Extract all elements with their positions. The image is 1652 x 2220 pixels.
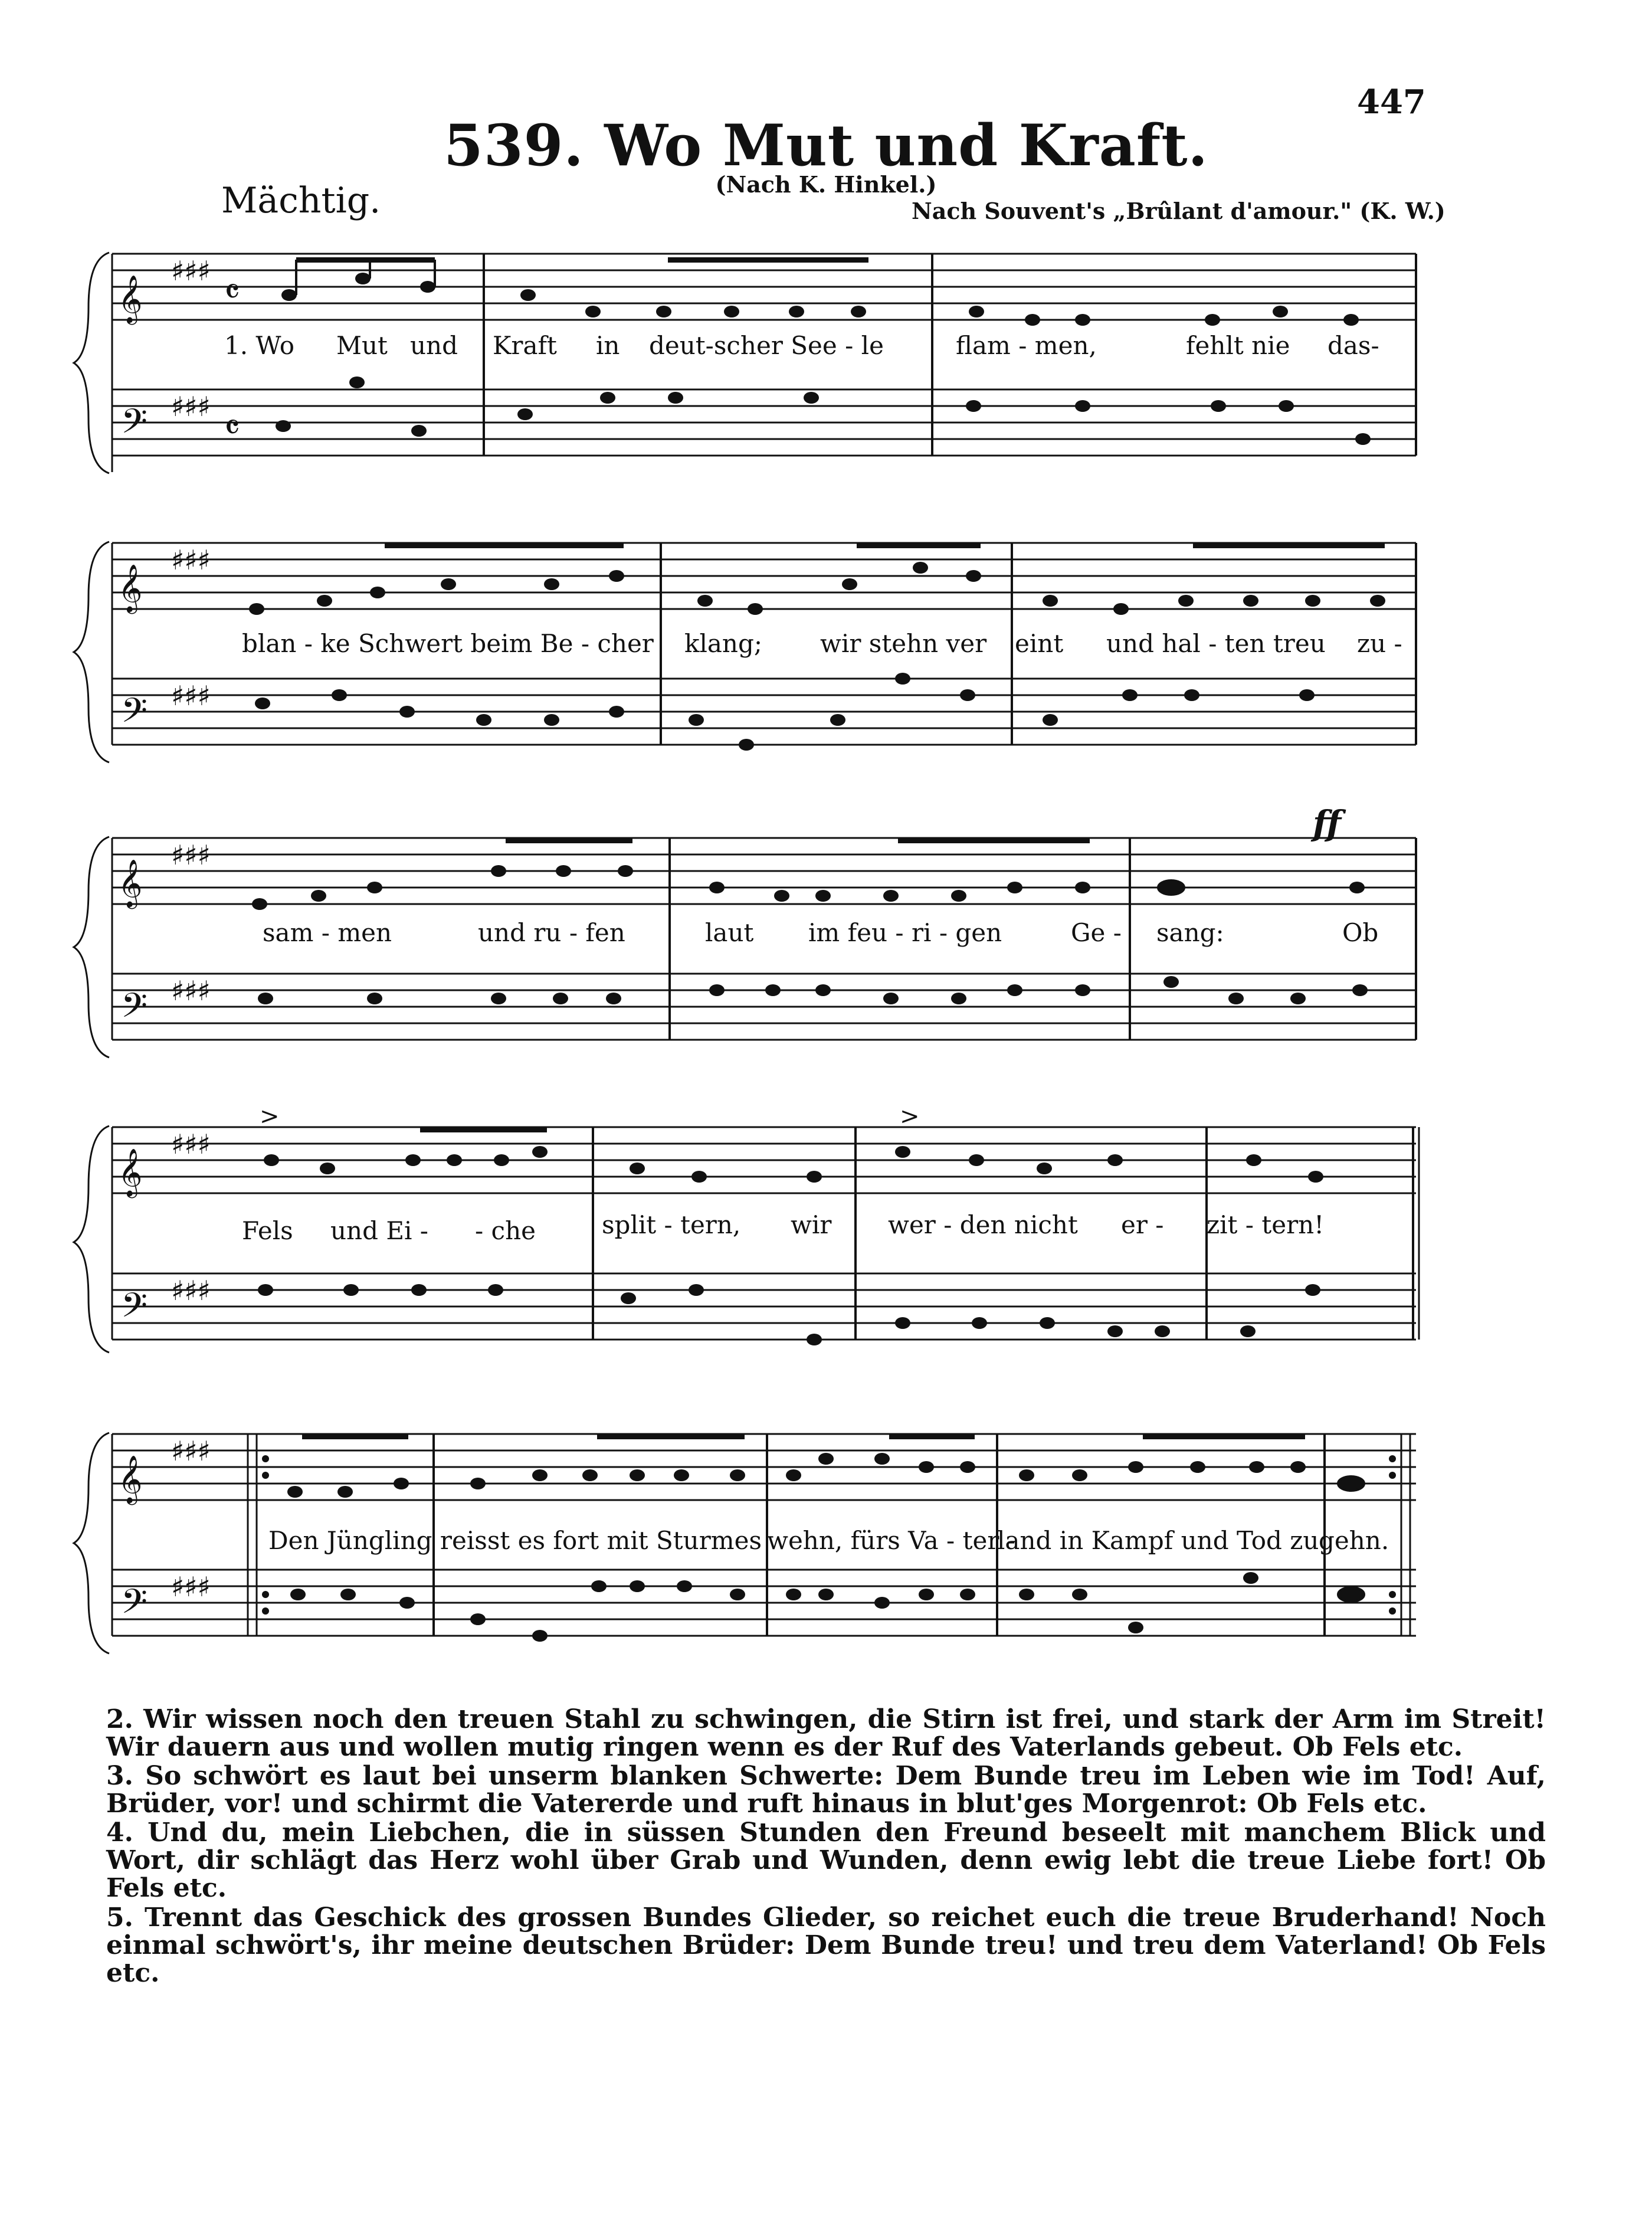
key-signature-icon: ♯♯♯ (171, 255, 211, 287)
treble-clef-icon: 𝄞 (118, 564, 143, 612)
treble-staff (112, 1434, 1416, 1500)
lyric-line-5-phrase-3: land in Kampf und Tod zu (997, 1526, 1319, 1555)
lyric-line-4-word-1: Fels (242, 1216, 293, 1245)
lyric-line-2-word-2: klang; (684, 629, 763, 658)
key-signature-bass-icon: ♯♯♯ (171, 1571, 211, 1603)
lyric-line-4-word-8: zit - tern! (1207, 1210, 1325, 1239)
lyric-line-1-word-6: deut-scher See - le (649, 331, 884, 360)
lyric-line-3-word-6: sang: (1156, 918, 1224, 947)
key-signature-icon: ♯♯♯ (171, 1435, 211, 1467)
common-time-bass-icon: 𝄴 (224, 407, 240, 448)
lyric-line-5-phrase-4: gehn. (1319, 1526, 1389, 1555)
lyric-line-3-word-3: laut (705, 918, 754, 947)
bass-clef-icon: 𝄢 (121, 985, 148, 1034)
additional-verses (106, 1705, 1546, 1988)
lyric-line-1-word-9: das- (1328, 331, 1379, 360)
lyric-line-1-word-3: und (410, 331, 458, 360)
music-system-2 (0, 525, 1652, 785)
lyric-line-1-word-8: fehlt nie (1186, 331, 1290, 360)
page-number: 447 (1357, 83, 1426, 122)
lyric-line-4-word-3: - che (475, 1216, 536, 1245)
bass-staff (112, 1570, 1416, 1636)
verse-2: 2. Wir wissen noch den treuen Stahl zu schwingen, die Stirn ist frei, und stark der Arm im Streit! Wir dauern aus und wollen mutig ringen wenn es der Ruf des Vaterlands gebeut. Ob Fels etc. (106, 1704, 1546, 1763)
bass-clef-icon: 𝄢 (121, 690, 148, 739)
bass-staff (112, 1273, 1416, 1340)
treble-clef-icon: 𝄞 (118, 1455, 143, 1503)
lyric-line-3-word-4: im feu - ri - gen (808, 918, 1002, 947)
lyric-line-5-phrase-1: Den Jüngling reisst es fort mit Sturmes (268, 1526, 762, 1555)
treble-staff (112, 254, 1416, 320)
key-signature-bass-icon: ♯♯♯ (171, 975, 211, 1007)
music-system-5 (0, 1416, 1652, 1676)
bass-staff (112, 679, 1416, 745)
treble-staff (112, 1127, 1416, 1193)
lyric-line-2-word-6: zu - (1357, 629, 1402, 658)
music-system-3 (0, 803, 1652, 1080)
bass-staff (112, 389, 1416, 456)
key-signature-icon: ♯♯♯ (171, 839, 211, 871)
lyric-line-3-word-7: Ob (1342, 918, 1379, 947)
lyric-line-3-word-1: sam - men (263, 918, 392, 947)
lyric-line-4-word-5: wir (791, 1210, 832, 1239)
key-signature-bass-icon: ♯♯♯ (171, 391, 211, 423)
verse-4: 4. Und du, mein Liebchen, die in süssen Stunden den Freund beseelt mit manchem Blick und Wort, dir schlägt das Herz wohl über Grab und Wunden, denn ewig lebt die treue Liebe fort! Ob Fels etc. (106, 1818, 1546, 1904)
dynamic-marking: ff (1313, 803, 1341, 843)
lyric-line-4-word-2: und Ei - (330, 1216, 428, 1245)
key-signature-icon: ♯♯♯ (171, 544, 211, 576)
lyric-line-4-word-7: er - (1121, 1210, 1164, 1239)
bass-clef-icon: 𝄢 (121, 1581, 148, 1630)
treble-clef-icon: 𝄞 (118, 1148, 143, 1196)
lyric-line-2-word-5: und hal - ten treu (1106, 629, 1326, 658)
verse-3: 3. So schwört es laut bei unserm blanken Schwerte: Dem Bunde treu im Leben wie im Tod! Auf, Brüder, vor! und schirmt die Vatererde und ruft hinaus in blut'ges Morgenrot: Ob Fels etc. (106, 1761, 1546, 1819)
lyric-line-5-phrase-2: wehn, fürs Va - ter - (767, 1526, 1015, 1555)
accent-icon: > (260, 1103, 280, 1130)
lyric-line-2-word-1: blan - ke Schwert beim Be - cher (242, 629, 654, 658)
verse-5: 5. Trennt das Geschick des grossen Bundes Glieder, so reichet euch die treue Bruderhand! Noch einmal schwört's, ihr meine deutschen Brüder: Dem Bunde treu! und treu dem Vaterland! Ob Fels etc. (106, 1902, 1546, 1988)
bass-clef-icon: 𝄢 (121, 401, 148, 450)
lyric-line-1-word-4: Kraft (493, 331, 557, 360)
treble-staff (112, 543, 1416, 609)
lyric-line-1-word-2: Mut (336, 331, 388, 360)
key-signature-bass-icon: ♯♯♯ (171, 1275, 211, 1307)
treble-staff (112, 838, 1416, 904)
lyric-line-2-word-3: wir stehn ver (820, 629, 987, 658)
bass-staff (112, 974, 1416, 1040)
tempo-marking: Mächtig. (221, 180, 381, 221)
music-system-4 (0, 1103, 1652, 1393)
lyric-line-4-word-6: wer - den nicht (888, 1210, 1078, 1239)
lyric-line-1-word-1: 1. Wo (224, 331, 295, 360)
subtitle: (Nach K. Hinkel.) (715, 171, 937, 198)
lyric-line-3-word-2: und ru - fen (478, 918, 625, 947)
bass-clef-icon: 𝄢 (121, 1285, 148, 1334)
accent-icon: > (900, 1103, 920, 1130)
lyric-line-2-word-4: eint (1015, 629, 1064, 658)
common-time-icon: 𝄴 (224, 271, 240, 313)
music-system-1 (0, 236, 1652, 507)
treble-clef-icon: 𝄞 (118, 859, 143, 907)
key-signature-bass-icon: ♯♯♯ (171, 680, 211, 712)
lyric-line-3-word-5: Ge - (1071, 918, 1122, 947)
lyric-line-1-word-7: flam - men, (956, 331, 1097, 360)
key-signature-icon: ♯♯♯ (171, 1128, 211, 1160)
treble-clef-icon: 𝄞 (118, 274, 143, 323)
composer-credit: Nach Souvent's „Brûlant d'amour." (K. W.) (912, 198, 1446, 224)
lyric-line-4-word-4: split - tern, (602, 1210, 741, 1239)
repeat-start-icon (248, 1434, 269, 1636)
song-title: 539. Wo Mut und Kraft. (444, 112, 1208, 179)
repeat-end-icon (1389, 1434, 1410, 1636)
lyric-line-1-word-5: in (596, 331, 620, 360)
